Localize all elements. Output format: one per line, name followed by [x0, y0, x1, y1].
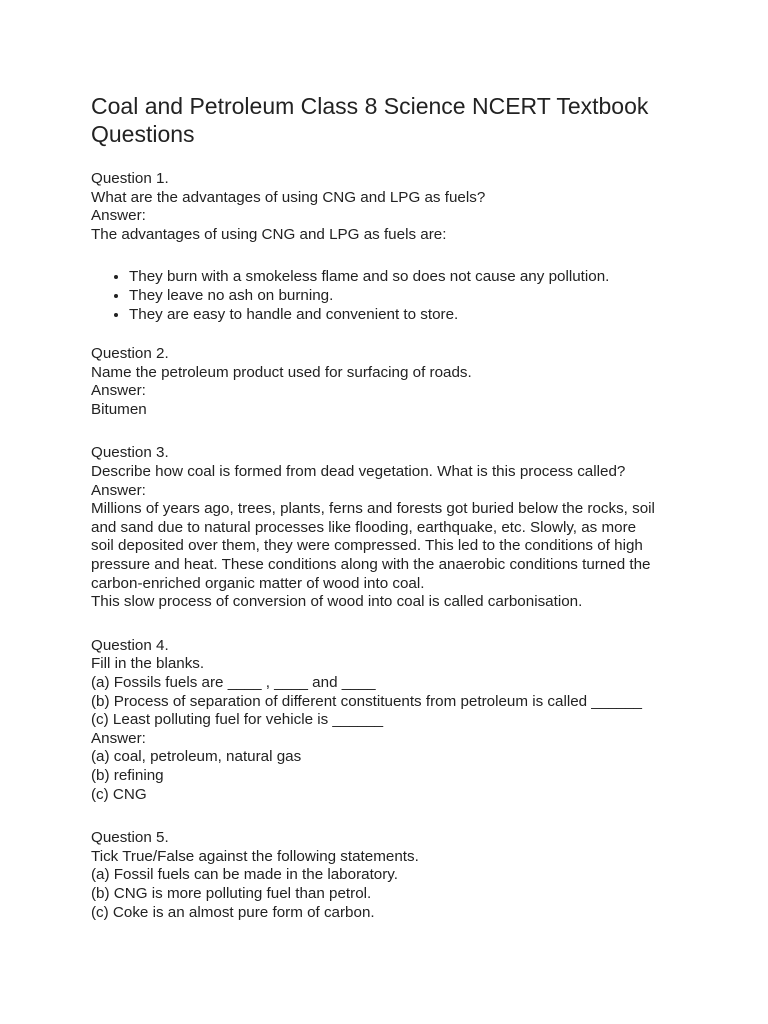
question-label: Question 3.: [91, 444, 169, 462]
question-3: [91, 444, 691, 611]
answer-line: carbon-enriched organic matter of wood into coal.: [91, 574, 425, 592]
blank-item: (a) Fossils fuels are ____ , ____ and ____: [91, 674, 376, 691]
statement-item: (b) CNG is more polluting fuel than petrol.: [91, 884, 372, 902]
answer-line: and sand due to natural processes like flooding, earthquake, etc. Slowly, as more: [91, 518, 637, 536]
question-label: Question 4.: [91, 636, 169, 654]
question-label: Question 2.: [91, 345, 169, 363]
answer-item: (a) coal, petroleum, natural gas: [91, 748, 302, 766]
question-text: Describe how coal is formed from dead vegetation. What is this process called?: [91, 463, 626, 481]
statement-item: (a) Fossil fuels can be made in the laboratory.: [91, 866, 398, 884]
question-4: [91, 637, 691, 804]
question-text: Name the petroleum product used for surfacing of roads.: [91, 363, 472, 381]
document-page: [91, 92, 691, 922]
blank-item: (b) Process of separation of different constituents from petroleum is called ______: [91, 692, 642, 710]
answer-label: Answer:: [91, 207, 146, 225]
answer-label: Answer:: [91, 729, 146, 747]
answer-line: pressure and heat. These conditions along with the anaerobic conditions turned the: [91, 556, 651, 574]
question-2: [91, 345, 691, 419]
list-item: • They burn with a smokeless flame and so does not cause any pollution.: [129, 268, 691, 287]
statement-item: (c) Coke is an almost pure form of carbon.: [91, 903, 375, 921]
question-text: Tick True/False against the following statements.: [91, 847, 419, 865]
list-item: • They leave no ash on burning.: [129, 287, 691, 306]
question-label: Question 1.: [91, 170, 169, 187]
answer-label: Answer:: [91, 481, 146, 499]
answer-conclusion: This slow process of conversion of wood into coal is called carbonisation.: [91, 593, 583, 611]
question-text: Fill in the blanks.: [91, 655, 205, 673]
answer-text: The advantages of using CNG and LPG as fuels are:: [91, 225, 447, 243]
list-item: • They are easy to handle and convenient to store.: [129, 306, 691, 325]
page-title: Coal and Petroleum Class 8 Science NCERT Textbook Questions: [91, 93, 649, 147]
answer-line: soil deposited over them, they were compressed. This led to the conditions of high: [91, 537, 643, 555]
answer-text: Bitumen: [91, 400, 147, 418]
answer-item: (b) refining: [91, 766, 164, 784]
blank-item: (c) Least polluting fuel for vehicle is ______: [91, 711, 384, 729]
answer-label: Answer:: [91, 382, 146, 400]
question-label: Question 5.: [91, 829, 169, 847]
advantages-list: [91, 268, 691, 325]
answer-item: (c) CNG: [91, 785, 147, 803]
question-1: [91, 170, 691, 244]
answer-line: Millions of years ago, trees, plants, ferns and forests got buried below the rocks, soil: [91, 500, 655, 518]
question-5: [91, 829, 691, 922]
question-text: What are the advantages of using CNG and LPG as fuels?: [91, 188, 486, 206]
